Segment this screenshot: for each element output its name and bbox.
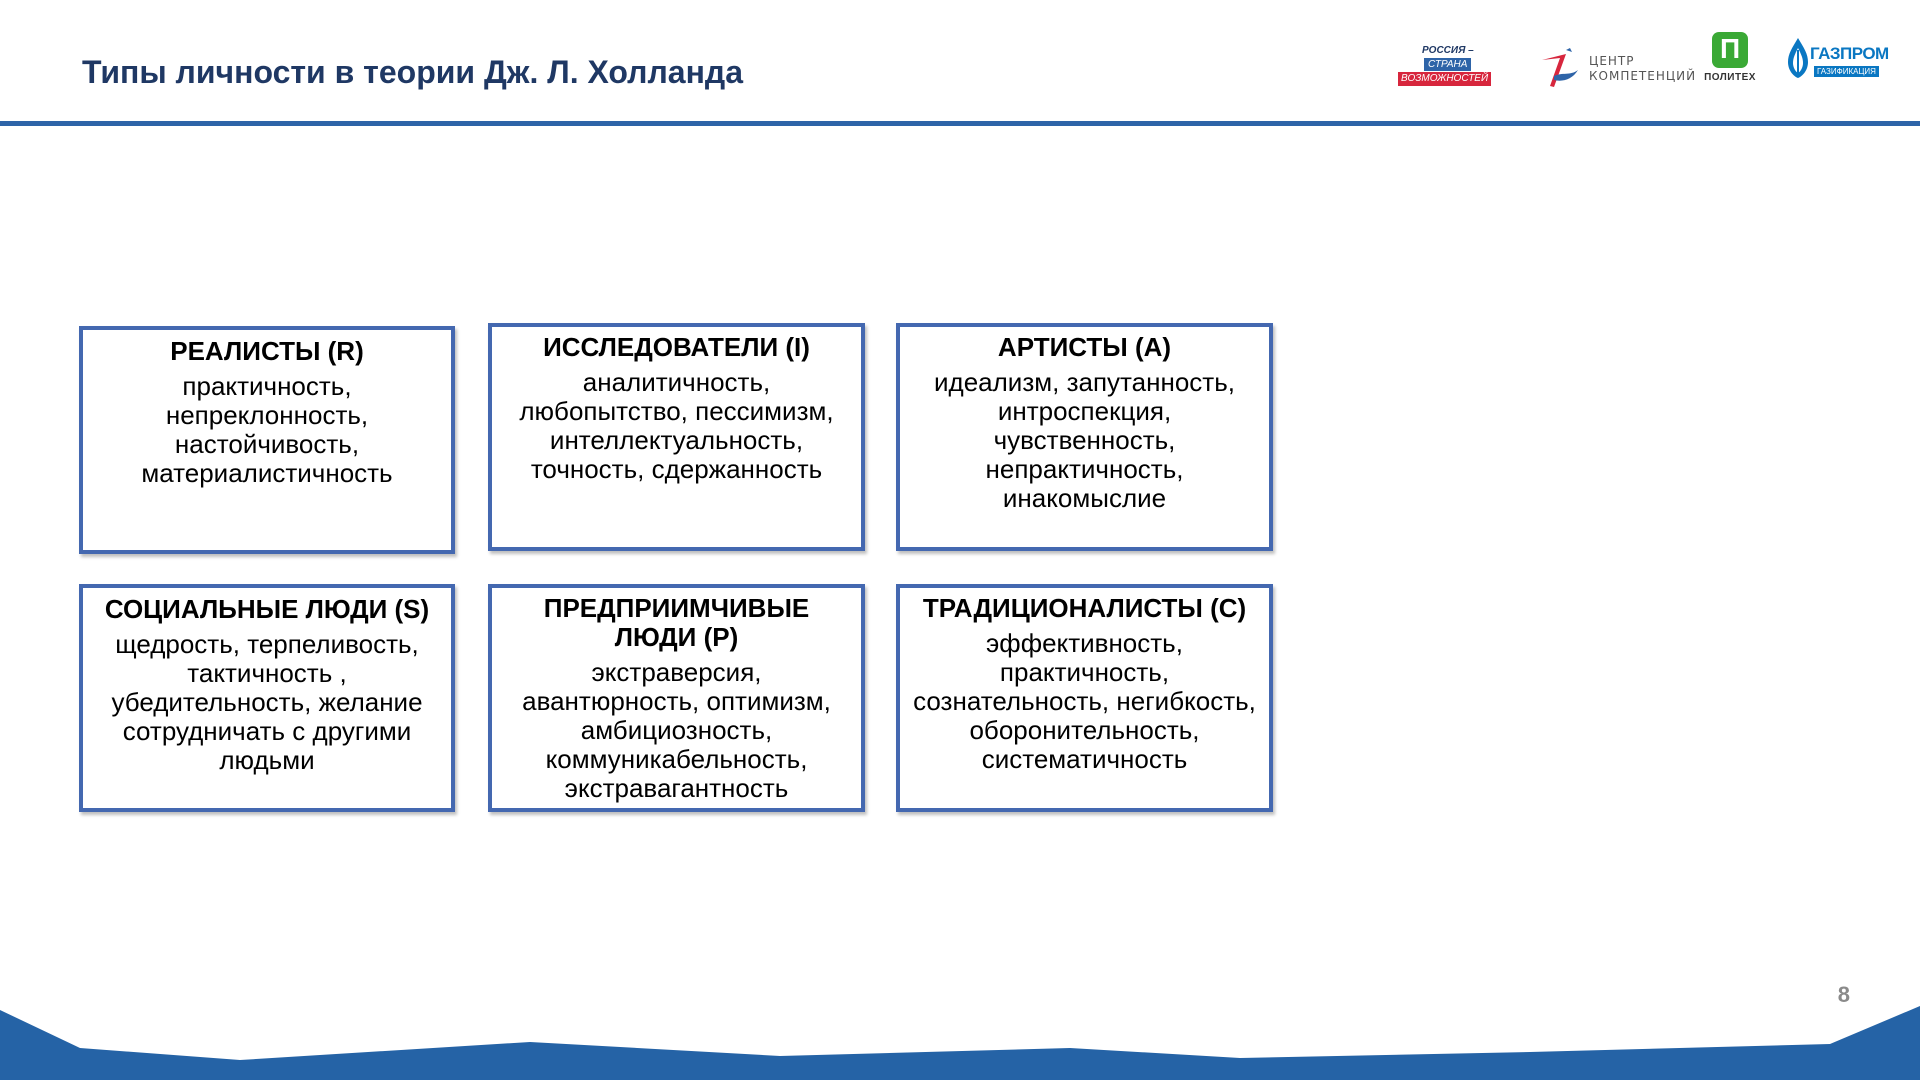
card-text: экстраверсия, авантюрность, оптимизм, амбициозность, коммуникабельность, экстравагантность [522, 657, 831, 803]
card-title: АРТИСТЫ (A) [997, 332, 1172, 362]
logo-text: ГАЗПРОМ [1810, 44, 1889, 63]
card-title: ТРАДИЦИОНАЛИСТЫ (C) [922, 593, 1247, 623]
russia-country-of-opportunities-logo [1396, 44, 1504, 88]
logo-text: КОМПЕТЕНЦИЙ [1589, 69, 1697, 83]
personality-type-card-artists [896, 323, 1273, 551]
card-title: СОЦИАЛЬНЫЕ ЛЮДИ (S) [104, 594, 430, 624]
page-title: Типы личности в теории Дж. Л. Холланда [82, 54, 744, 90]
logo-text: ВОЗМОЖНОСТЕЙ [1398, 72, 1491, 86]
logo-glyph: П [1719, 33, 1741, 64]
card-text: эффективность, практичность, сознательность, негибкость, оборонительность, систематичность [913, 628, 1256, 774]
card-text: аналитичность, любопытство, пессимизм, интеллектуальность, точность, сдержанность [519, 367, 834, 484]
logo-text: ПОЛИТЕХ [1704, 72, 1756, 83]
personality-type-card-social [79, 584, 455, 812]
header-divider [0, 121, 1920, 126]
competence-center-logo [1540, 46, 1697, 92]
politeh-mark-icon [1712, 32, 1748, 68]
personality-type-card-enterprising [488, 584, 865, 812]
gazprom-logo [1784, 34, 1889, 82]
personality-type-card-conventional [896, 584, 1273, 812]
card-text: щедрость, терпеливость, тактичность , убедительность, желание сотрудничать с другими людьми [111, 629, 423, 775]
card-text: практичность, непреклонность, настойчивость, материалистичность [141, 371, 393, 488]
politeh-logo [1700, 32, 1760, 86]
gazprom-flame-icon [1784, 36, 1812, 80]
personality-type-card-realists [79, 326, 455, 554]
card-title: ИССЛЕДОВАТЕЛИ (I) [543, 332, 810, 362]
footer-wave [0, 990, 1920, 1080]
page-number: 8 [1837, 982, 1850, 1007]
logo-text: ЦЕНТР [1589, 54, 1635, 68]
logo-text: РОССИЯ – [1422, 45, 1474, 56]
logo-text: ГАЗИФИКАЦИЯ [1814, 66, 1879, 77]
card-title: РЕАЛИСТЫ (R) [170, 336, 364, 366]
card-text: идеализм, запутанность, интроспекция, чувственность, непрактичность, инакомыслие [934, 367, 1235, 513]
logo-text: СТРАНА [1424, 58, 1471, 71]
competence-center-mark-icon [1540, 46, 1580, 92]
personality-type-card-investigators [488, 323, 865, 551]
card-title: ПРЕДПРИИМЧИВЫЕ ЛЮДИ (P) [543, 593, 810, 652]
